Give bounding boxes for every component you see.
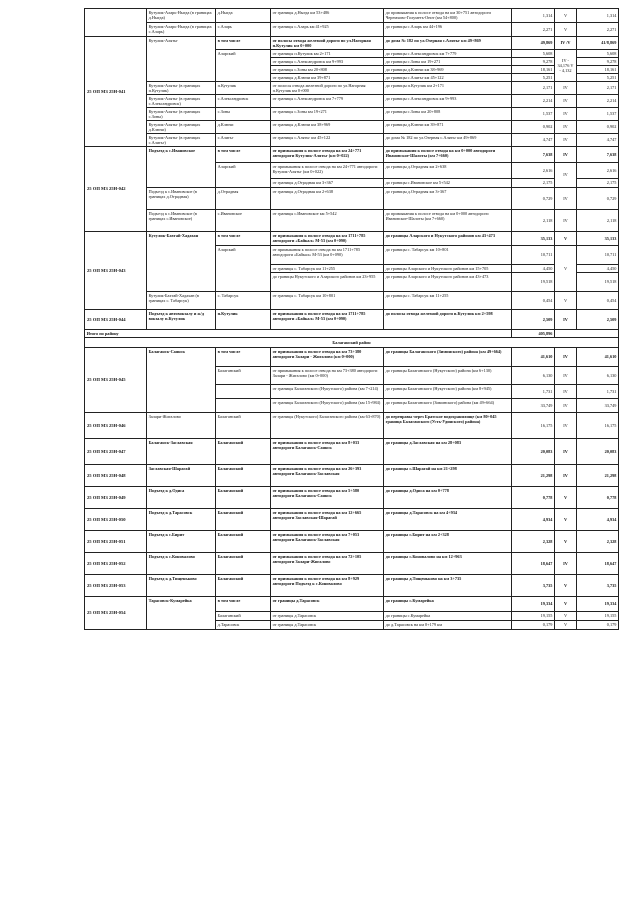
table-cell: до примыкания к полосе отвода на км 0+000 автодороги Ивановское-Шалоты (км 7+660) [384, 210, 512, 232]
table-cell: до границы д.Одиса на км 0+778 [384, 487, 512, 509]
table-cell: IV [555, 348, 577, 367]
table-cell [216, 385, 271, 399]
table-cell: до границы с.Шарагай на км 21+298 [384, 465, 512, 487]
table-cell: 2,118 [512, 210, 555, 232]
table-cell: Балаганский [216, 575, 271, 597]
table-row [85, 487, 619, 509]
table-cell: д.Отрадная [216, 188, 271, 210]
table-cell: V [555, 292, 577, 310]
table-cell: до границы д.Отрадная км 2+638 [384, 163, 512, 179]
table-cell: 2,171 [512, 82, 555, 95]
table-cell: Аларский [216, 50, 271, 82]
table-cell: V [555, 597, 577, 612]
table-row [85, 597, 619, 612]
table-cell: 5,251 [512, 74, 555, 82]
table-cell: 6,130 [512, 367, 555, 385]
table-cell: 25 ОП МЗ 25Н-048 [85, 465, 147, 487]
table-cell: 0,454 [512, 292, 555, 310]
table-cell: д.Тарасовск [216, 621, 271, 630]
table-cell: до границы с.Кумарейка [384, 597, 512, 612]
table-cell: д.Ключи [216, 121, 271, 134]
table-cell: до д.Тарасовск на км 0+179 км [384, 621, 512, 630]
table-cell: IV [555, 210, 577, 232]
table-cell: Подъезд к с.Бирит [147, 531, 216, 553]
table-cell: от границы с.Алятьг км 45+122 [271, 134, 384, 147]
table-cell: с.Алятьг [216, 134, 271, 147]
table-cell: Кутулик-Бахтай-Хадахан [147, 232, 216, 292]
table-row [85, 509, 619, 531]
table-cell: от примыкания к полосе отвода на км 8+033 автодороги Балаганск-Саянск [271, 439, 384, 465]
table-cell: Балаганский [216, 531, 271, 553]
table-cell: до границы с.Бирит на км 2+328 [384, 531, 512, 553]
table-cell: с.Александровск [216, 95, 271, 108]
table-cell: от границы (Нукутского) Балаганского района (км 63+870) [271, 413, 384, 439]
table-cell: 3,735 [512, 575, 555, 597]
table-cell: 25 ОП МЗ 25Н-046 [85, 413, 147, 439]
table-row [85, 147, 619, 163]
table-cell: 18,161 [577, 66, 619, 74]
table-cell: 0,729 [577, 188, 619, 210]
table-cell: Кутулик-Алятьг (в границах п.Кутулик) [147, 82, 216, 95]
table-cell: п.Кутулик [216, 82, 271, 95]
table-cell: д.Ныгда [216, 9, 271, 23]
table-cell: Заславская-Шарагай [147, 465, 216, 487]
table-cell: от границы д.Ключи км 38+969 [271, 121, 384, 134]
table-cell: до границы Аларского и Нукутского районов км 43+473 [384, 232, 512, 246]
table-cell: Кутулик-Аларь-Ныгда (в границах д.Ныгда) [147, 9, 216, 23]
table-cell: от границы Балаганского (Нукутского) района (км 7+214) [271, 385, 384, 399]
table-cell: Балаганск-Заславская [147, 439, 216, 465]
table-cell: Подъезд к с.Ивановское (в границах д.Отрадная) [147, 188, 216, 210]
table-cell: 9,278 [512, 58, 555, 66]
table-cell: 10,711 [577, 246, 619, 265]
table-cell: от границы с.Ивановское км 5+542 [271, 210, 384, 232]
table-cell: 18,647 [512, 553, 555, 575]
table-cell: 4,747 [512, 134, 555, 147]
table-cell [216, 399, 271, 413]
table-cell: V [555, 575, 577, 597]
table-cell: 5,251 [577, 74, 619, 82]
table-cell: 19,334 [577, 597, 619, 612]
table-cell: до границы д.Ключи км 38+969 [384, 66, 512, 74]
table-cell: 19,518 [577, 273, 619, 292]
table-cell: 6,130 [577, 367, 619, 385]
table-cell: 25 ОП МЗ 25Н-052 [85, 553, 147, 575]
table-cell: Подъезд к с.Ивановское [147, 147, 216, 188]
table-cell: до примыкания к полосе отвода на км 0+000 автодороги Ивановское-Шалоты (км 7+660) [384, 147, 512, 163]
table-cell: от границы Балаганского (Нукутского) района (км 15+984) [271, 399, 384, 413]
table-cell: 7,638 [577, 147, 619, 163]
table-row [85, 439, 619, 465]
table-cell: 0,778 [577, 487, 619, 509]
table-cell: 25 ОП МЗ 25Н-041 [85, 37, 147, 147]
table-cell: Залари-Жигалово [147, 413, 216, 439]
table-cell: до границы Аларского и Нукутского районов км 15+705 [384, 265, 512, 273]
table-cell: Аларский [216, 163, 271, 188]
table-cell: до границы д.Заславская на км 28+083 [384, 439, 512, 465]
table-cell: 1,537 [577, 108, 619, 121]
table-cell: 25 ОП МЗ 25Н-051 [85, 531, 147, 553]
table-cell: до границы д.Тарасовск на км 4+934 [384, 509, 512, 531]
table-cell: от примыкания к полосе отвода на км 1711+785 автодороги «Байкал» М-53 (км 0+090) [271, 232, 384, 246]
table-cell: 405,896 [512, 330, 555, 338]
table-cell: 2,509 [512, 310, 555, 330]
table-cell: 5,608 [512, 50, 555, 58]
table-cell: IV [555, 399, 577, 413]
table-cell: до границы с.Аларь км 44+196 [384, 23, 512, 37]
table-cell: 0,902 [577, 121, 619, 134]
table-cell: 33,749 [512, 399, 555, 413]
table-row [85, 210, 619, 232]
table-cell: от примыкания к полосе отвода на км 7+053 автодороги Балаганск-Заславская [271, 531, 384, 553]
table-cell: 19,155 [577, 612, 619, 621]
table-cell: до границы Балаганского (Зиминского) района (км 49+664) [384, 348, 512, 367]
table-cell: IV - 34,176 V - 4,132 [555, 50, 577, 82]
table-cell: IV [555, 553, 577, 575]
table-cell: Кутулик-Алятьг (в границах с.Алятьг) [147, 134, 216, 147]
table-cell: 25 ОП МЗ 25Н-050 [85, 509, 147, 531]
table-cell: до границы д.Тищеньково на км 3+735 [384, 575, 512, 597]
table-row [85, 338, 619, 348]
table-cell: в том числе [216, 597, 271, 612]
table-cell: V [555, 23, 577, 37]
table-cell: до границы Аларского и Нукутского районов км 43+473 [384, 273, 512, 292]
table-cell: 2,175 [577, 179, 619, 188]
table-cell: 0,179 [512, 621, 555, 630]
table-cell: 25 ОП МЗ 25Н-049 [85, 487, 147, 509]
table-cell: в том числе [216, 147, 271, 163]
table-cell: от границы д.Тарасовск [271, 621, 384, 630]
table-cell: до границы д.Ключи км 39+871 [384, 121, 512, 134]
table-cell: Подъезд к д.Тарасовск [147, 509, 216, 531]
table-cell: от примыкания к полосе отвода на км 24+771 автодороги Кутулик-Алятьг (км 0+022) [271, 163, 384, 179]
table-cell: 4,747 [577, 134, 619, 147]
table-cell: IV [555, 385, 577, 399]
table-cell: Кутулик-Алятьг (в границах с.Зоны) [147, 108, 216, 121]
table-cell: до дома № 182 по ул.Озерная с.Алятьг км 49+869 [384, 37, 512, 50]
table-row [85, 553, 619, 575]
table-cell: от границы с.Зоны км 19+271 [271, 108, 384, 121]
table-cell: от полосы отвода железной дороги по ул.Нагорная п.Кутулик км 0+000 [271, 82, 384, 95]
table-cell: Балаганский [216, 367, 271, 385]
table-cell: 2,328 [577, 531, 619, 553]
table-cell: 41,610 [577, 348, 619, 367]
table-cell: до границы с. Табарсук км 11+255 [384, 292, 512, 310]
table-cell: до границы Нукутского и Аларского районов км 23+955 [271, 273, 384, 292]
table-cell: V [555, 612, 577, 621]
table-cell: Балаганский [216, 509, 271, 531]
table-cell: в том числе [216, 348, 271, 367]
table-cell: от примыкания к полосе отвода на км 12+665 автодороги Заславская-Шарагай [271, 509, 384, 531]
table-cell: до границы с. Табарсук км 10+801 [384, 246, 512, 265]
table-cell: 1,537 [512, 108, 555, 121]
table-row [85, 465, 619, 487]
table-cell: 25 ОП МЗ 25Н-043 [85, 232, 147, 310]
table-cell: до переправы через Братское водохранилище (км 80+045 граница Балаганского (Усть-Удинского) района) [384, 413, 512, 439]
table-cell: 7,638 [512, 147, 555, 163]
table-row [85, 292, 619, 310]
table-cell: 0,778 [512, 487, 555, 509]
table-cell: 2,171 [577, 82, 619, 95]
table-cell: 25 ОП МЗ 25Н-053 [85, 575, 147, 597]
table-cell: от примыкания к полосе отвода на км 24+771 автодороги Кутулик-Алятьг (км 0+022) [271, 147, 384, 163]
table-row [85, 310, 619, 330]
table-cell: IV [555, 95, 577, 108]
table-cell: 19,518 [512, 273, 555, 292]
table-cell: от примыкания к полосе отвода на км 5+580 автодороги Балаганск-Саянск [271, 487, 384, 509]
table-cell: п.Кутулик [216, 310, 271, 330]
table-cell: с.Ивановское [216, 210, 271, 232]
table-cell: Подъезд к с.Ивановское (в границах с.Ивановское) [147, 210, 216, 232]
table-cell: до границы Балаганского (Зиминского) района (км 49+664) [384, 399, 512, 413]
table-cell: 2,509 [577, 310, 619, 330]
table-cell [85, 9, 147, 37]
registry-document [84, 8, 618, 630]
table-cell: Кутулик-Аларь-Ныгда (в границах с.Аларь) [147, 23, 216, 37]
table-cell: Балаганский [216, 612, 271, 621]
table-cell: 4,450 [577, 265, 619, 273]
table-cell: 20,083 [577, 439, 619, 465]
table-cell: 1,731 [577, 385, 619, 399]
table-cell: от примыкания к полосе отвода на км 26+393 автодороги Балаганск-Заславская [271, 465, 384, 487]
table-cell: 2,118 [577, 210, 619, 232]
table-cell: V [555, 621, 577, 630]
table-cell: 4,934 [577, 509, 619, 531]
table-cell: с.Зоны [216, 108, 271, 121]
table-cell: до границы с.Александровск км 9+993 [384, 95, 512, 108]
table-cell: от примыкания к полосе отвода на км 72+105 автодороги Залари-Жигалово [271, 553, 384, 575]
table-row [85, 9, 619, 23]
table-cell: 19,155 [512, 612, 555, 621]
table-cell: V [555, 9, 577, 23]
table-cell: IV [555, 134, 577, 147]
table-cell: от границы п.Кутулик км 2+171 [271, 50, 384, 58]
table-cell: 2,214 [577, 95, 619, 108]
table-cell: 1,731 [512, 385, 555, 399]
table-cell: 49,869 [512, 37, 555, 50]
table-cell: 0,729 [512, 188, 555, 210]
table-cell: до границы п.Кутулик км 2+171 [384, 82, 512, 95]
table-cell: IV /V [555, 37, 577, 50]
table-cell: 25 ОП МЗ 25Н-047 [85, 439, 147, 465]
table-cell: V [555, 509, 577, 531]
table-cell: от примыкания к полосе отвода на км 1711+785 автодороги «Байкал» М-53 (км 0+090) [271, 246, 384, 265]
table-cell: 16,175 [577, 413, 619, 439]
table-cell [555, 330, 619, 338]
table-cell: IV [555, 121, 577, 134]
table-cell: 21,298 [577, 465, 619, 487]
table-cell: Аларский [216, 246, 271, 292]
table-cell: от примыкания к полосе отвода на км 73+380 автодороги Залари - Жигалово (км 0+000) [271, 367, 384, 385]
table-cell: V [555, 246, 577, 292]
table-row [85, 348, 619, 367]
table-cell: от границы с.Александровск км 7+779 [271, 95, 384, 108]
table-cell: в том числе [216, 232, 271, 246]
table-cell: Балаганский [216, 413, 271, 439]
table-cell: Кутулик-Бахтай-Хадахан (в границах с. Табарсук) [147, 292, 216, 310]
table-cell: 0,454 [577, 292, 619, 310]
table-cell: IV [555, 108, 577, 121]
table-cell: до границы с.Зоны км 19+271 [384, 58, 512, 66]
table-cell: 18,647 [577, 553, 619, 575]
table-cell: IV [555, 367, 577, 385]
table-cell: до полосы отвода железной дороги п.Кутулик км 2+598 [384, 310, 512, 330]
table-cell: Балаганский [216, 465, 271, 487]
table-cell: до границы с.Зоны км 20+808 [384, 108, 512, 121]
table-row [85, 232, 619, 246]
table-cell: до дома № 182 по ул.Озерная с.Алятьг км 49+869 [384, 134, 512, 147]
table-cell: Тарасовск-Кумарейка [147, 597, 216, 630]
table-cell: Подъезд к с.Коновалово [147, 553, 216, 575]
table-cell: от границы с.Александровск км 9+993 [271, 58, 384, 66]
table-cell: 1,314 [577, 9, 619, 23]
table-cell: от границы д.Тарасовск [271, 597, 384, 612]
table-cell: V [555, 487, 577, 509]
table-cell: 2,271 [512, 23, 555, 37]
table-cell: от границы д.Ныгда км 53+486 [271, 9, 384, 23]
table-cell: от примыкания к полосе отвода на км 1711+785 автодороги «Байкал» М-53 (км 0+090) [271, 310, 384, 330]
table-cell: от примыкания к полосе отвода на км 8+929 автодороги Подъезд к с.Коновалово [271, 575, 384, 597]
table-cell: Балаганский [216, 439, 271, 465]
table-cell: от границы д.Тарасовск [271, 612, 384, 621]
table-cell: от границы с. Табарсук км 10+801 [271, 292, 384, 310]
table-cell: 25 ОП МЗ 25Н-042 [85, 147, 147, 232]
table-cell: 4,934 [512, 509, 555, 531]
table-cell: от полосы отвода железной дороги по ул.Нагорная п.Кутулик км 0+000 [271, 37, 384, 50]
table-cell: Балаганск-Саянск [147, 348, 216, 413]
table-cell: 41/8,869 [577, 37, 619, 50]
table-cell: до границы с.Александровск км 7+779 [384, 50, 512, 58]
table-cell: IV [555, 163, 577, 188]
table-row [85, 413, 619, 439]
table-cell: Подъезд к автовокзалу и ж/д вокзалу п.Кутулик [147, 310, 216, 330]
table-cell: 2,328 [512, 531, 555, 553]
table-row [85, 82, 619, 95]
table-cell: 25 ОП МЗ 25Н-054 [85, 597, 147, 630]
table-cell: до границы с.Ивановское км 5+542 [384, 179, 512, 188]
table-cell: 25 ОП МЗ 25Н-044 [85, 310, 147, 330]
table-body [85, 9, 619, 630]
table-cell: до границы д.Отрадная км 3+367 [384, 188, 512, 210]
table-row [85, 531, 619, 553]
table-row [85, 108, 619, 121]
table-cell: до границы с.Алятьг км 45+122 [384, 74, 512, 82]
table-cell: IV [555, 147, 577, 163]
table-row [85, 121, 619, 134]
table-cell: 3,735 [577, 575, 619, 597]
table-cell: 35,133 [577, 232, 619, 246]
table-cell: до границы с.Коновалово на км 12+963 [384, 553, 512, 575]
table-cell: от границы с. Табарсук км 11+255 [271, 265, 384, 273]
table-cell: от границы д.Отрадная км 3+367 [271, 179, 384, 188]
table-cell: от границы д.Отрадная км 2+638 [271, 188, 384, 210]
table-cell: IV [555, 188, 577, 210]
table-cell: 25 ОП МЗ 25Н-045 [85, 348, 147, 413]
table-cell: Балаганский [216, 487, 271, 509]
table-cell: Подъезд к д.Одиса [147, 487, 216, 509]
table-cell: 10,711 [512, 246, 555, 265]
table-cell: 2,616 [512, 163, 555, 179]
table-row [85, 330, 619, 338]
table-cell: 41,610 [512, 348, 555, 367]
table-cell: 18,161 [512, 66, 555, 74]
table-cell: Подъезд к д.Тищеньково [147, 575, 216, 597]
table-cell: 33,749 [577, 399, 619, 413]
table-cell: 5,608 [577, 50, 619, 58]
table-cell: с. Табарсук [216, 292, 271, 310]
table-row [85, 575, 619, 597]
table-cell: в том числе [216, 37, 271, 50]
table-cell: 2,271 [577, 23, 619, 37]
table-cell: Кутулик-Алятьг (в границах с.Александровск) [147, 95, 216, 108]
table-cell: IV [555, 413, 577, 439]
table-cell: до границы Балаганского (Нукутского) района (км 6+130) [384, 367, 512, 385]
table-cell: 0,179 [577, 621, 619, 630]
table-cell: от границы с.Аларь км 41+925 [271, 23, 384, 37]
table-cell: 19,334 [512, 597, 555, 612]
road-registry-table [84, 8, 619, 630]
table-cell: Итого по району [85, 330, 512, 338]
table-cell: от примыкания к полосе отвода на км 73+380 автодороги Залари - Жигалово (км 0+000) [271, 348, 384, 367]
table-cell: IV [555, 465, 577, 487]
table-cell: от границы д.Ключи км 39+871 [271, 74, 384, 82]
table-cell: IV [555, 310, 577, 330]
table-cell: 2,175 [512, 179, 555, 188]
table-cell: 2,214 [512, 95, 555, 108]
table-cell: IV [555, 439, 577, 465]
table-cell: до границы Балаганского (Нукутского) района (км 8+945) [384, 385, 512, 399]
table-cell: 21,298 [512, 465, 555, 487]
table-row [85, 23, 619, 37]
table-cell: Балаганский район [85, 338, 619, 348]
table-cell: 4,450 [512, 265, 555, 273]
table-cell: V [555, 232, 577, 246]
table-cell: до примыкания к полосе отвода на км 30+751 автодороги Черемхово-Голуметь-Онот (км 54+800) [384, 9, 512, 23]
table-cell: 2,616 [577, 163, 619, 179]
table-cell: 0,902 [512, 121, 555, 134]
table-cell: Кутулик-Алятьг [147, 37, 216, 82]
table-cell: 1,314 [512, 9, 555, 23]
table-cell: Балаганский [216, 553, 271, 575]
table-cell: Кутулик-Алятьг (в границах д.Ключи) [147, 121, 216, 134]
table-cell: до границы с.Кумарейка [384, 612, 512, 621]
table-row [85, 95, 619, 108]
table-cell: IV [555, 82, 577, 95]
table-cell: 9,278 [577, 58, 619, 66]
table-cell: 20,083 [512, 439, 555, 465]
table-cell: с.Аларь [216, 23, 271, 37]
table-row [85, 188, 619, 210]
table-cell: от границы с.Зоны км 20+808 [271, 66, 384, 74]
table-cell: 16,175 [512, 413, 555, 439]
table-cell: 35,133 [512, 232, 555, 246]
table-row [85, 134, 619, 147]
table-cell: V [555, 531, 577, 553]
table-row [85, 37, 619, 50]
